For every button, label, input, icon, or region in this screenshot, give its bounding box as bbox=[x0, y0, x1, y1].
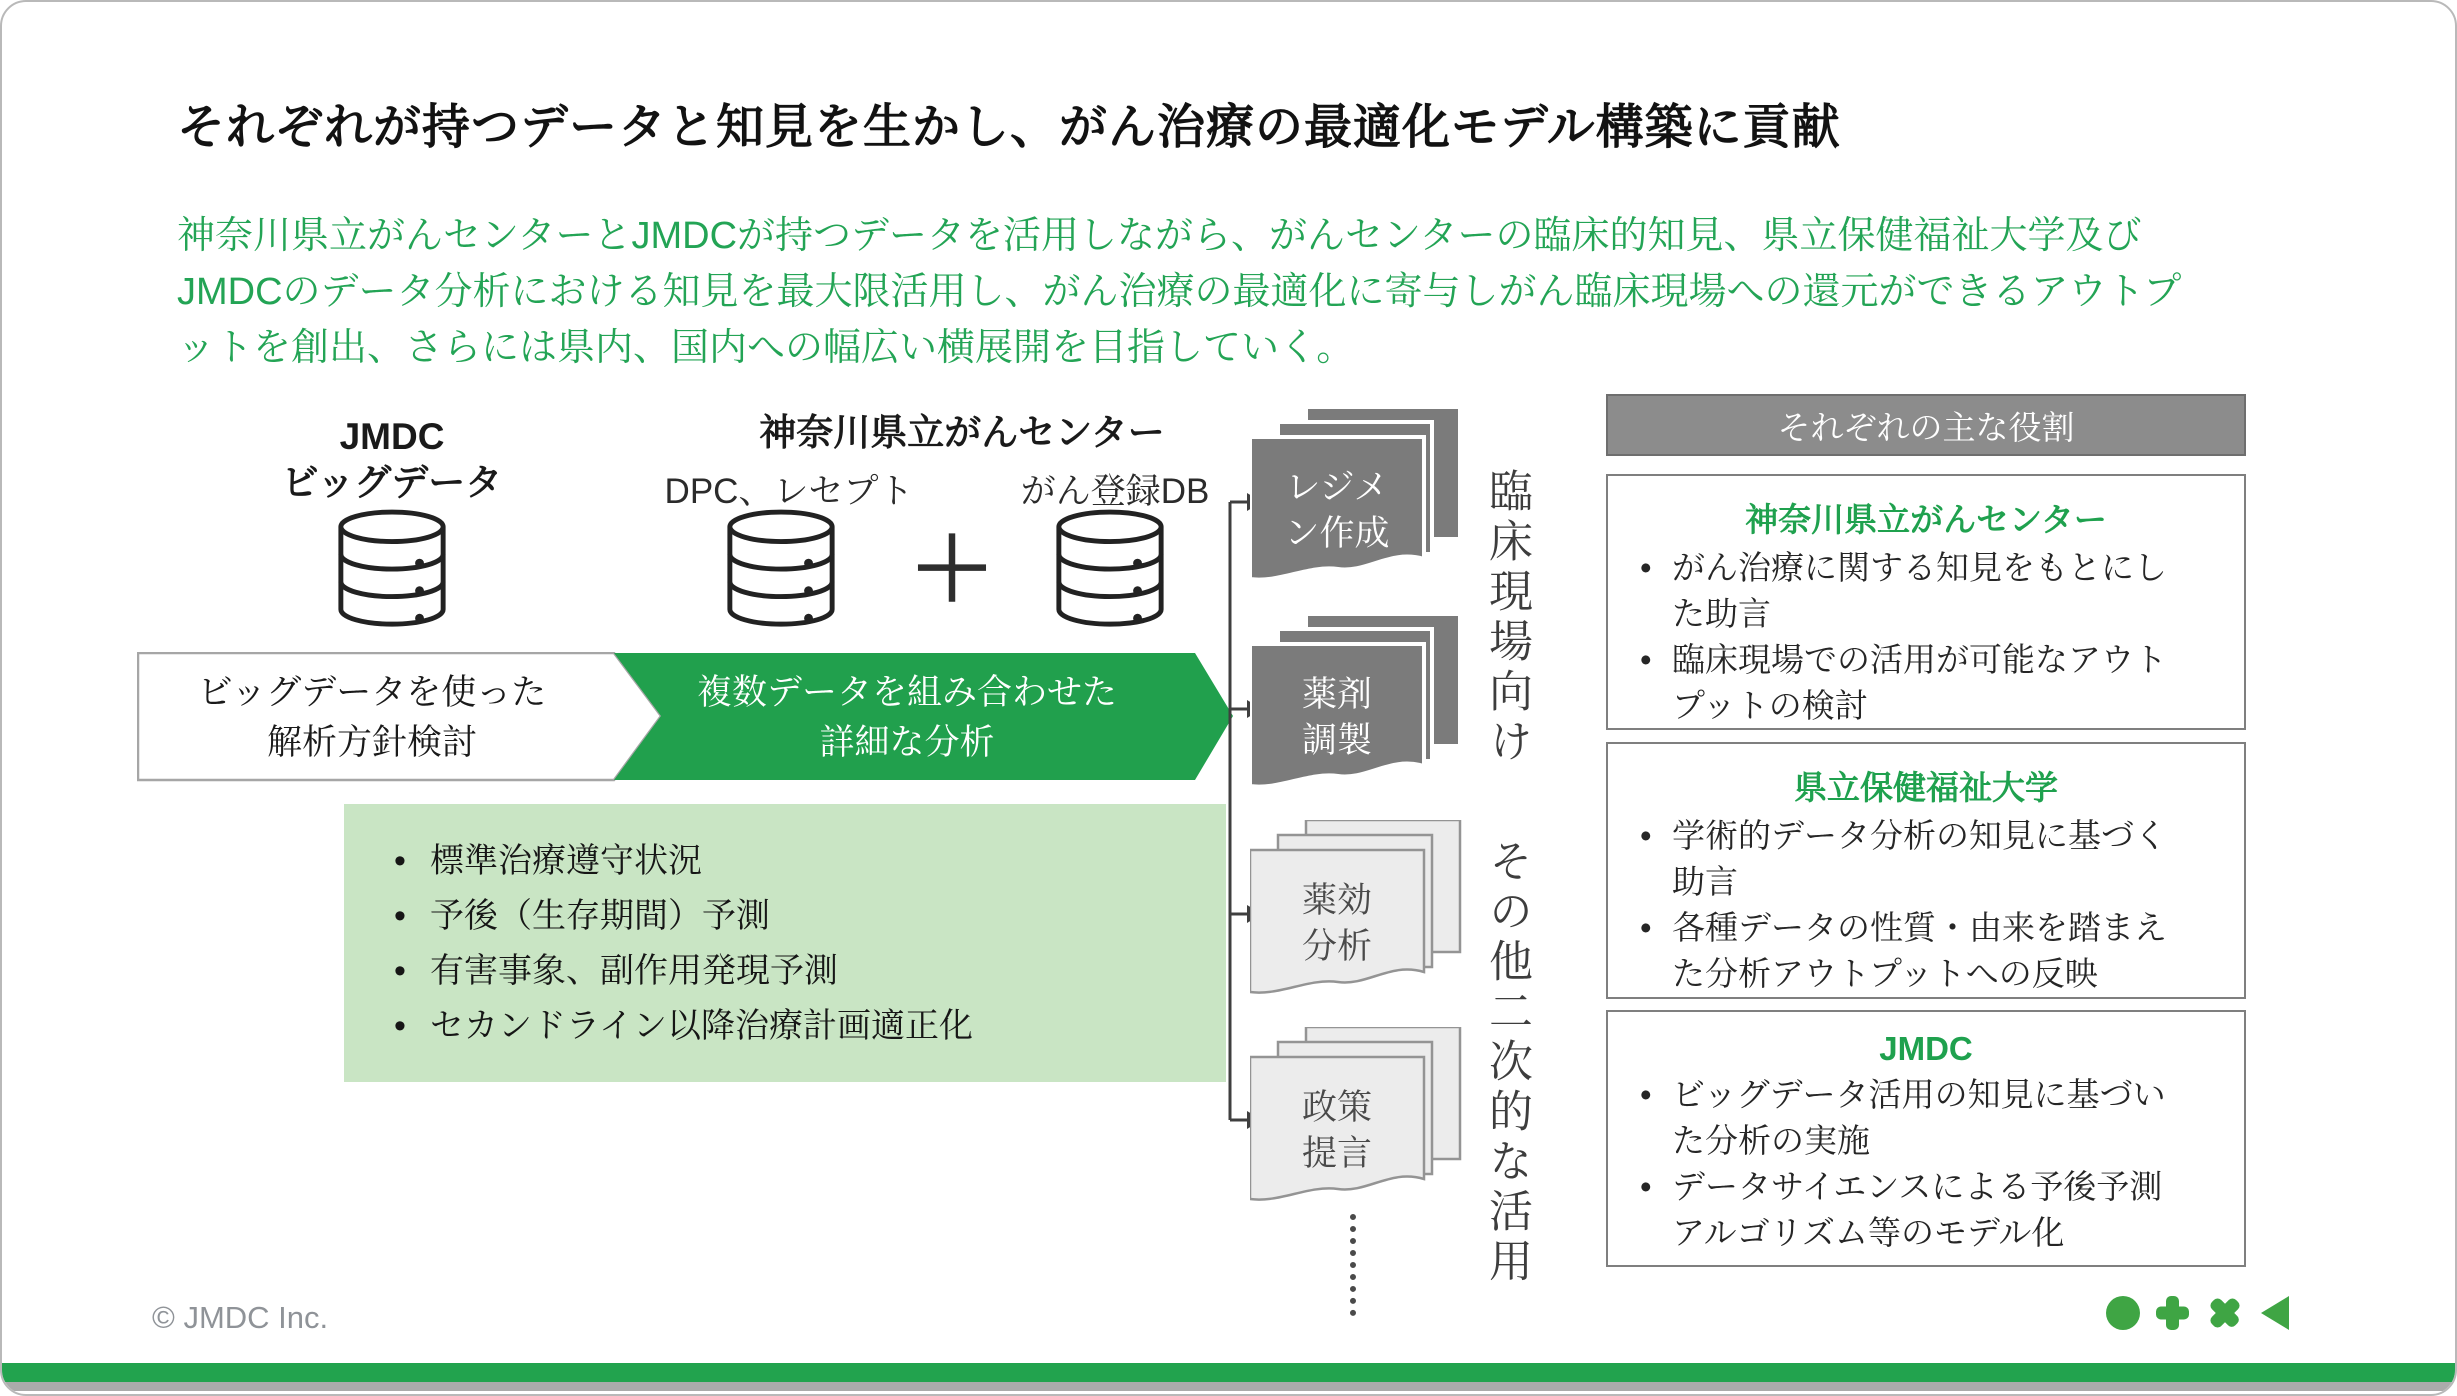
database-icon bbox=[333, 508, 451, 638]
cancer-center-heading: 神奈川県立がんセンター bbox=[759, 412, 1165, 453]
bullet-item: • 学術的データ分析の知見に基づく助言 bbox=[1634, 813, 2184, 905]
bullet-item: • セカンドライン以降治療計画適正化 bbox=[390, 999, 1226, 1054]
role-box-university bbox=[1606, 742, 2246, 999]
role-box-jmdc bbox=[1606, 1010, 2246, 1267]
output-stack-policy bbox=[1250, 1027, 1462, 1209]
jmdc-brand-marks bbox=[2104, 1294, 2296, 1334]
bottom-accent-bar bbox=[2, 1363, 2455, 1382]
bullet-item: • 各種データの性質・由来を踏まえた分析アウトプットへの反映 bbox=[1634, 905, 2184, 997]
output-label bbox=[1250, 1085, 1424, 1177]
step2-line2: 詳細な分析 bbox=[819, 723, 995, 762]
analysis-topics-list bbox=[344, 804, 1226, 1054]
output-stack-efficacy bbox=[1250, 820, 1462, 1002]
output-label-line: 調製 bbox=[1301, 721, 1372, 760]
database-icon bbox=[1051, 508, 1169, 638]
output-label bbox=[1250, 878, 1424, 970]
database-icon bbox=[722, 508, 840, 638]
vertical-dotted-ellipsis-icon bbox=[1350, 1214, 1356, 1316]
output-label-line: 薬剤 bbox=[1301, 675, 1372, 714]
output-label-line: 政策 bbox=[1301, 1088, 1372, 1127]
lead-line: ットを創出、さらには県内、国内への幅広い横展開を目指していく。 bbox=[177, 327, 1355, 369]
group-label-clinical: 臨床現場向け bbox=[1482, 468, 1531, 768]
db-label-cancer-registry: がん登録DB bbox=[1020, 472, 1210, 511]
bullet-item: • がん治療に関する知見をもとにした助言 bbox=[1634, 545, 2184, 637]
jmdc-source-heading bbox=[227, 414, 557, 506]
output-stack-regimen bbox=[1250, 407, 1462, 589]
role-bullets bbox=[1626, 813, 2226, 997]
role-box-title: 県立保健福祉大学 bbox=[1794, 769, 2058, 806]
bullet-item: • 臨床現場での活用が可能なアウトプットの検討 bbox=[1634, 637, 2184, 729]
output-label-line: 提言 bbox=[1301, 1134, 1372, 1173]
bullet-item: • 有害事象、副作用発現予測 bbox=[390, 944, 1226, 999]
step1-line1: ビッグデータを使った bbox=[197, 673, 547, 712]
lead-paragraph bbox=[177, 208, 2397, 376]
output-label-line: 薬効 bbox=[1301, 881, 1372, 920]
step1-label bbox=[152, 668, 592, 768]
bottom-shadow-bar bbox=[2, 1382, 2455, 1391]
roles-panel-header: それぞれの主な役割 bbox=[1606, 394, 2246, 456]
page-title: それぞれが持つデータと知見を生かし、がん治療の最適化モデル構築に貢献 bbox=[177, 101, 1841, 154]
db-label-dpc-receipt: DPC、レセプト bbox=[664, 472, 914, 511]
step2-label bbox=[642, 668, 1172, 768]
lead-line: 神奈川県立がんセンターとJMDCが持つデータを活用しながら、がんセンターの臨床的知見、県立保健福祉大学及び bbox=[177, 215, 2142, 257]
group-label-secondary: その他二次的な活用 bbox=[1482, 838, 1531, 1288]
output-stack-pharmacy bbox=[1250, 614, 1462, 796]
output-label-line: レジメ bbox=[1285, 468, 1389, 507]
role-bullets bbox=[1626, 1072, 2226, 1256]
role-box-title: JMDC bbox=[1879, 1030, 1973, 1067]
output-label bbox=[1250, 672, 1424, 764]
bullet-item: • データサイエンスによる予後予測アルゴリズム等のモデル化 bbox=[1634, 1164, 2184, 1256]
step1-line2: 解析方針検討 bbox=[266, 723, 477, 762]
copyright-text: © JMDC Inc. bbox=[152, 1300, 329, 1335]
step2-line1: 複数データを組み合わせた bbox=[696, 673, 1117, 712]
bullet-item: • 予後（生存期間）予測 bbox=[390, 889, 1226, 944]
circle-mark-icon bbox=[2106, 1296, 2140, 1330]
plus-mark-icon bbox=[2156, 1296, 2189, 1330]
plus-icon: ＋ bbox=[909, 522, 995, 618]
x-mark-icon bbox=[2201, 1294, 2248, 1334]
role-bullets bbox=[1626, 545, 2226, 729]
output-label-line: 分析 bbox=[1301, 927, 1372, 966]
bullet-item: • ビッグデータ活用の知見に基づいた分析の実施 bbox=[1634, 1072, 2184, 1164]
bullet-item: • 標準治療遵守状況 bbox=[390, 834, 1226, 889]
role-box-title: 神奈川県立がんセンター bbox=[1745, 501, 2107, 538]
analysis-topics-panel bbox=[344, 804, 1226, 1082]
role-box-cancer-center bbox=[1606, 474, 2246, 730]
jmdc-bigdata-name: ビッグデータ bbox=[281, 462, 503, 503]
lead-line: JMDCのデータ分析における知見を最大限活用し、がん治療の最適化に寄与しがん臨床現場への還元ができるアウトプ bbox=[177, 271, 2182, 313]
jmdc-name: JMDC bbox=[339, 416, 445, 457]
triangle-left-mark-icon bbox=[2261, 1296, 2289, 1330]
output-label-line: ン作成 bbox=[1284, 514, 1390, 553]
output-label bbox=[1250, 465, 1424, 557]
